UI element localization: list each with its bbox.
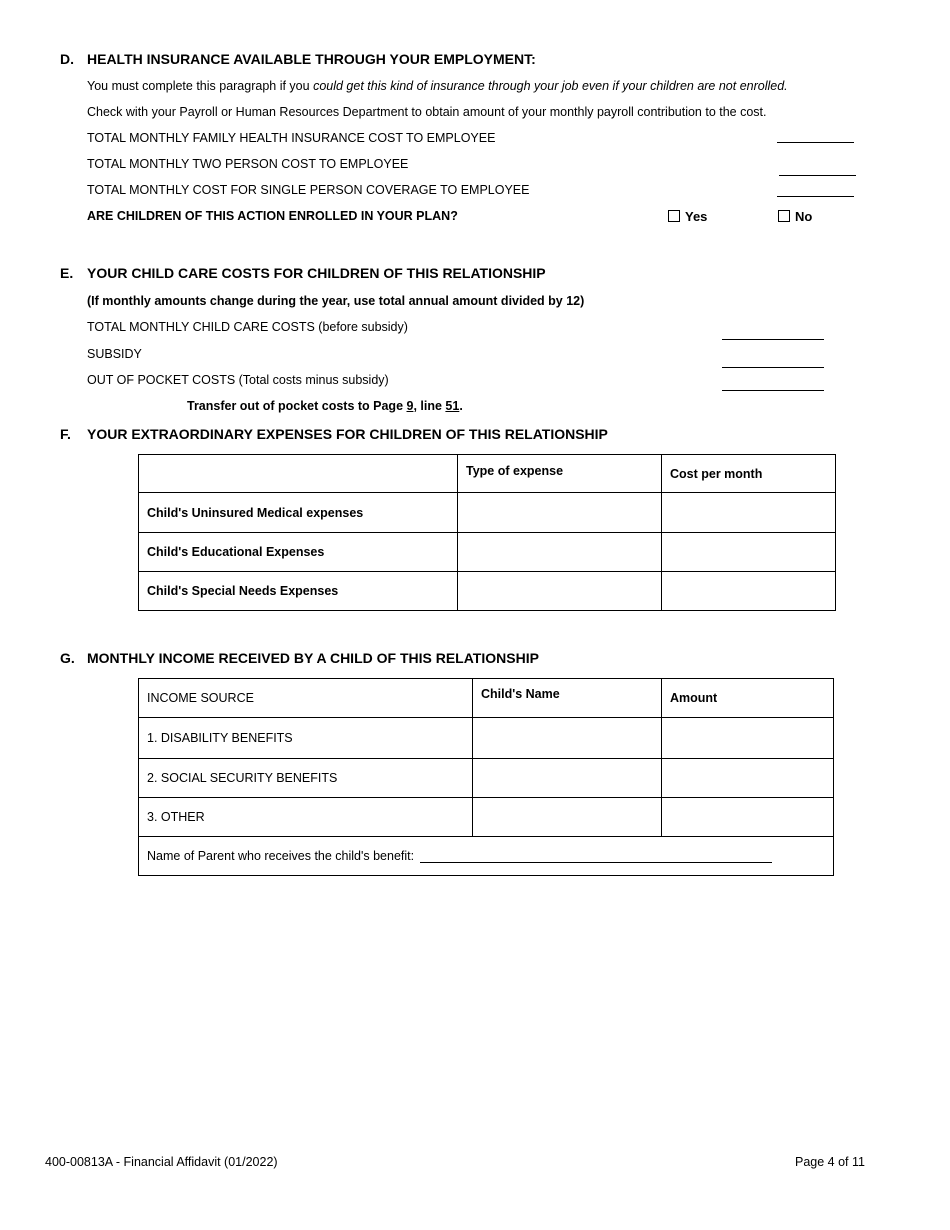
subsidy-field[interactable] <box>722 367 824 368</box>
section-d-paragraph-2: Check with your Payroll or Human Resources Department to obtain amount of your monthly payroll contribution to the cost. <box>87 105 767 119</box>
child-name-cell[interactable] <box>473 759 662 798</box>
family-insurance-cost-label: TOTAL MONTHLY FAMILY HEALTH INSURANCE COST TO EMPLOYEE <box>87 131 496 145</box>
income-header-source: INCOME SOURCE <box>139 679 473 718</box>
no-checkbox[interactable] <box>778 210 790 222</box>
table-row <box>139 798 834 837</box>
parent-name-field[interactable] <box>420 850 772 863</box>
parent-benefit-cell <box>139 837 834 876</box>
amount-cell[interactable] <box>662 798 834 837</box>
family-insurance-cost-field[interactable] <box>777 142 854 143</box>
table-row <box>139 837 834 876</box>
expense-type-cell[interactable] <box>458 533 662 572</box>
section-g-title: MONTHLY INCOME RECEIVED BY A CHILD OF THIS RELATIONSHIP <box>87 650 539 666</box>
yes-checkbox[interactable] <box>668 210 680 222</box>
expense-row-label: Child's Uninsured Medical expenses <box>139 493 458 533</box>
transfer-mid: , line <box>413 399 446 413</box>
table-row <box>139 759 834 798</box>
section-d-paragraph-1 <box>87 79 788 93</box>
section-g-letter: G. <box>60 650 75 666</box>
section-e-title: YOUR CHILD CARE COSTS FOR CHILDREN OF THIS RELATIONSHIP <box>87 265 546 281</box>
enrolled-yes-option[interactable] <box>668 209 707 224</box>
expense-type-cell[interactable] <box>458 493 662 533</box>
table-row <box>139 533 836 572</box>
section-e-note: (If monthly amounts change during the year, use total annual amount divided by 12) <box>87 294 585 308</box>
transfer-page-number: 9 <box>406 399 414 413</box>
two-person-cost-label: TOTAL MONTHLY TWO PERSON COST TO EMPLOYEE <box>87 157 409 171</box>
out-of-pocket-label: OUT OF POCKET COSTS (Total costs minus subsidy) <box>87 373 389 387</box>
table-row <box>139 718 834 759</box>
section-f-letter: F. <box>60 426 71 442</box>
expense-row-label: Child's Special Needs Expenses <box>139 572 458 611</box>
section-d-para1-plain: You must complete this paragraph if you <box>87 79 314 93</box>
section-d-letter: D. <box>60 51 74 67</box>
expense-row-label: Child's Educational Expenses <box>139 533 458 572</box>
child-name-cell[interactable] <box>473 718 662 759</box>
two-person-cost-field[interactable] <box>779 175 856 176</box>
transfer-line-number: 51 <box>445 399 460 413</box>
section-e-letter: E. <box>60 265 74 281</box>
income-source-label: 2. SOCIAL SECURITY BENEFITS <box>139 759 473 798</box>
child-income-table <box>138 678 834 876</box>
expense-cost-cell[interactable] <box>662 572 836 611</box>
expense-type-cell[interactable] <box>458 572 662 611</box>
enrolled-no-option[interactable] <box>778 209 812 224</box>
parent-benefit-label: Name of Parent who receives the child's benefit: <box>147 849 415 863</box>
table-row <box>139 572 836 611</box>
transfer-instruction <box>187 399 463 413</box>
income-source-label: 1. DISABILITY BENEFITS <box>139 718 473 759</box>
income-header-child-name: Child's Name <box>473 679 662 718</box>
expenses-header-blank <box>139 455 458 493</box>
table-header-row <box>139 455 836 493</box>
expenses-header-cost: Cost per month <box>662 455 836 493</box>
amount-cell[interactable] <box>662 759 834 798</box>
expense-cost-cell[interactable] <box>662 493 836 533</box>
expenses-header-type: Type of expense <box>458 455 662 493</box>
child-care-total-label: TOTAL MONTHLY CHILD CARE COSTS (before subsidy) <box>87 320 408 334</box>
form-identifier: 400-00813A - Financial Affidavit (01/2022) <box>45 1155 278 1169</box>
single-person-cost-field[interactable] <box>777 196 854 197</box>
yes-label: Yes <box>685 209 708 224</box>
single-person-cost-label: TOTAL MONTHLY COST FOR SINGLE PERSON COVERAGE TO EMPLOYEE <box>87 183 530 197</box>
transfer-prefix: Transfer out of pocket costs to Page <box>187 399 407 413</box>
no-label: No <box>795 209 813 224</box>
page-number: Page 4 of 11 <box>795 1155 865 1169</box>
subsidy-label: SUBSIDY <box>87 347 142 361</box>
extraordinary-expenses-table <box>138 454 836 611</box>
section-d-para1-italic: could get this kind of insurance through your job even if your children are not enrolled. <box>313 79 788 93</box>
child-name-cell[interactable] <box>473 798 662 837</box>
amount-cell[interactable] <box>662 718 834 759</box>
out-of-pocket-field[interactable] <box>722 390 824 391</box>
child-care-total-field[interactable] <box>722 339 824 340</box>
children-enrolled-question: ARE CHILDREN OF THIS ACTION ENROLLED IN YOUR PLAN? <box>87 209 458 223</box>
table-row <box>139 493 836 533</box>
table-header-row <box>139 679 834 718</box>
section-f-title: YOUR EXTRAORDINARY EXPENSES FOR CHILDREN OF THIS RELATIONSHIP <box>87 426 608 442</box>
expense-cost-cell[interactable] <box>662 533 836 572</box>
income-source-label: 3. OTHER <box>139 798 473 837</box>
income-header-amount: Amount <box>662 679 834 718</box>
section-d-title: HEALTH INSURANCE AVAILABLE THROUGH YOUR EMPLOYMENT: <box>87 51 536 67</box>
transfer-suffix: . <box>459 399 463 413</box>
